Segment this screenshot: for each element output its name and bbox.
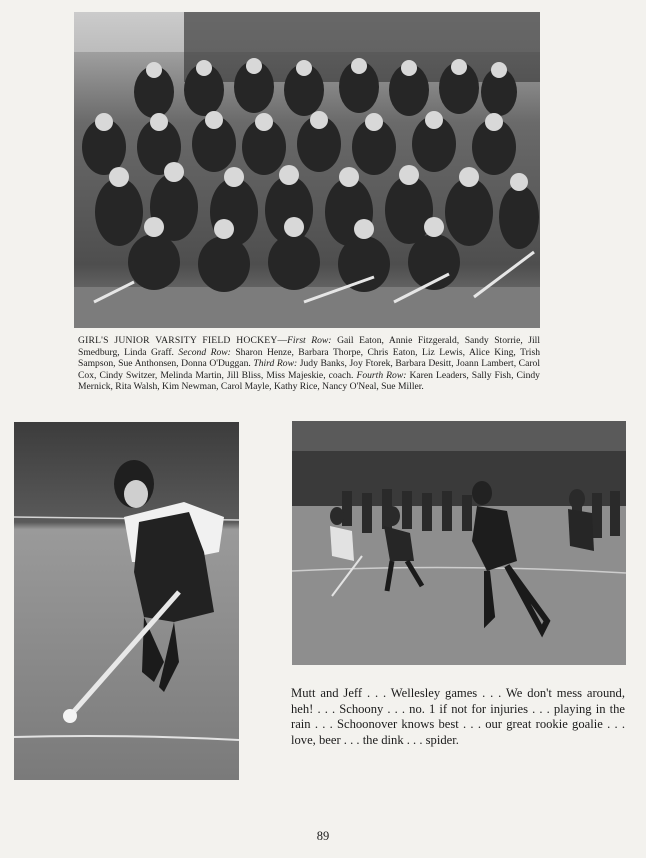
caption-row-label-1: First Row:	[287, 335, 332, 346]
caption-row-label-3: Third Row:	[253, 358, 298, 370]
caption-row-label-2: Second Row:	[178, 346, 231, 358]
team-photo-image	[74, 12, 540, 328]
caption-row-names-1: Gail Eaton, Annie Fitzgerald, Sandy Storrie, Jill Smedburg, Linda Graff.	[78, 335, 541, 358]
player-photo	[14, 422, 239, 780]
team-caption: GIRL'S JUNIOR VARSITY FIELD HOCKEY—First Row: Gail Eaton, Annie Fitzgerald, Sandy Storrie, Jill Smedburg, Linda Graff. Second Row: Sharon Henze, Barbara Thorpe, Chris Eaton, Liz Lewis, Alice King, Trish Sampson, Sue Anthonsen, Donna O'Duggan. Third Row: Judy Banks, Joy Ftorek, Barbara Desitt, Joann Lambert, Carol Cox, Cindy Switzer, Melinda Martin, Jill Bliss, Miss Majeskie, coach. Fourth Row: Karen Leaders, Sally Fish, Cindy Mernick, Rita Walsh, Kim Newman, Carol Mayle, Kathy Rice, Nancy O'Neal, Sue Miller.	[78, 335, 541, 393]
game-photo	[292, 421, 626, 665]
caption-row-label-4: Fourth Row:	[356, 369, 407, 381]
caption-row-names-2: Sharon Henze, Barbara Thorpe, Chris Eaton, Liz Lewis, Alice King, Trish Sampson, Sue Anthonsen, Donna O'Duggan.	[78, 346, 541, 370]
quips-text: Mutt and Jeff . . . Wellesley games . . . We don't mess around, heh! . . . Schoony . . . no. 1 if not for injuries . . . playing in the rain . . . Schoonover knows best . . . our great rookie goalie . . . love, beer . . . the dink . . . spider.	[291, 686, 625, 747]
team-photo	[74, 12, 540, 328]
page-number: 89	[316, 829, 330, 843]
player-photo-image	[14, 422, 239, 780]
caption-title: GIRL'S JUNIOR VARSITY FIELD HOCKEY	[78, 335, 278, 346]
game-photo-image	[292, 421, 626, 665]
caption-row-names-4: Karen Leaders, Sally Fish, Cindy Mernick, Rita Walsh, Kim Newman, Carol Mayle, Kathy Rice, Nancy O'Neal, Sue Miller.	[78, 369, 540, 393]
caption-row-names-3: Judy Banks, Joy Ftorek, Barbara Desitt, Joann Lambert, Carol Cox, Cindy Switzer, Melinda Martin, Jill Bliss, Miss Majeskie, coach.	[78, 358, 540, 381]
